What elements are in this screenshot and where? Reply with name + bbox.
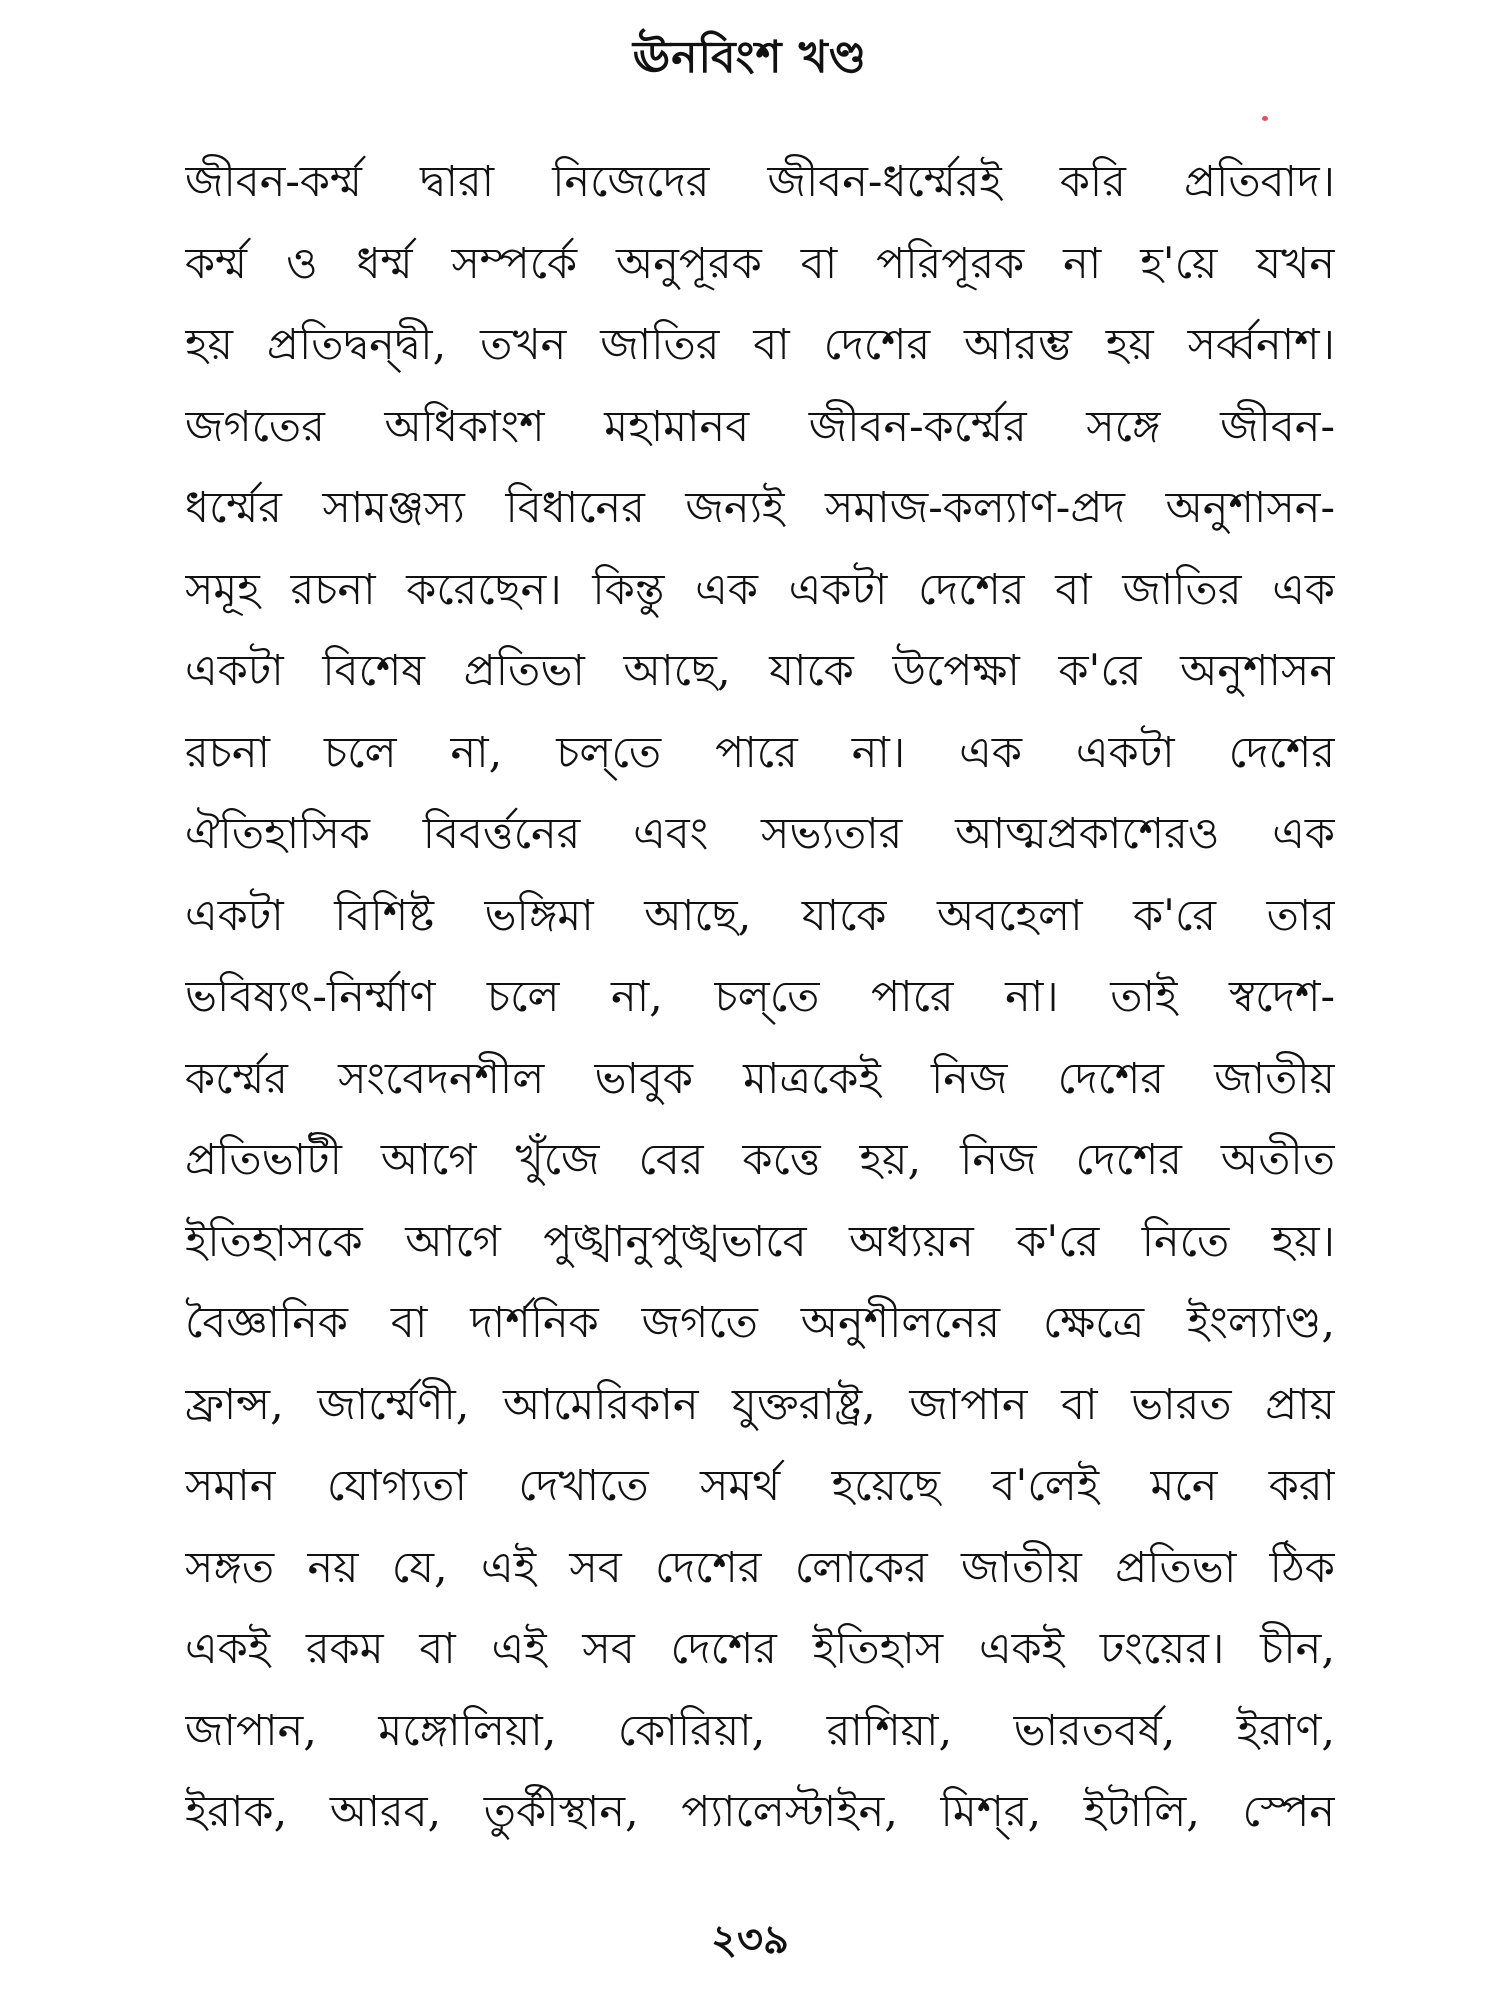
text-line: জাপান, মঙ্গোলিয়া, কোরিয়া, রাশিয়া, ভারতবর্ষ, ইরাণ,: [185, 1705, 1335, 1756]
text-line: হয় প্রতিদ্বন্দ্বী, তখন জাতির বা দেশের আরম্ভ হয় সর্ব্বনাশ।: [185, 320, 1335, 370]
text-line: সমূহ রচনা করেছেন। কিন্তু এক একটা দেশের বা জাতির এক: [185, 564, 1335, 615]
text-line: একটা বিশিষ্ট ভঙ্গিমা আছে, যাকে অবহেলা ক'রে তার: [185, 890, 1335, 941]
text-line: ফ্রান্স, জার্ম্মেণী, আমেরিকান যুক্তরাষ্ট্র, জাপান বা ভারত প্রায়: [185, 1379, 1335, 1430]
text-line: ঐতিহাসিক বিবর্ত্তনের এবং সভ্যতার আত্মপ্রকাশেরও এক: [185, 809, 1335, 859]
page-number: ২৩৯: [711, 1916, 789, 1963]
text-line: জগতের অধিকাংশ মহামানব জীবন-কর্ম্মের সঙ্গে জীবন-: [185, 401, 1335, 452]
text-line: সঙ্গত নয় যে, এই সব দেশের লোকের জাতীয় প্রতিভা ঠিক: [185, 1542, 1335, 1593]
text-line: সমান যোগ্যতা দেখাতে সমর্থ হয়েছে ব'লেই মনে করা: [185, 1461, 1335, 1511]
text-line: একই রকম বা এই সব দেশের ইতিহাস একই ঢংয়ের। চীন,: [185, 1624, 1335, 1674]
text-line: ভবিষ্যৎ-নির্ম্মাণ চলে না, চল্‌তে পারে না। তাই স্বদেশ-: [185, 972, 1335, 1022]
text-line: কর্ম্ম ও ধর্ম্ম সম্পর্কে অনুপূরক বা পরিপূরক না হ'য়ে যখন: [185, 238, 1335, 289]
body-text: [185, 142, 1335, 1854]
running-header: ঊনবিংশ খণ্ড: [632, 32, 868, 83]
text-line: ইরাক, আরব, তুর্কীস্থান, প্যালেস্টাইন, মিশ্‌র, ইটালি, স্পেন: [185, 1787, 1335, 1837]
text-line: জীবন-কর্ম্ম দ্বারা নিজেদের জীবন-ধর্ম্মেরই করি প্রতিবাদ।: [185, 157, 1335, 207]
text-line: রচনা চলে না, চল্‌তে পারে না। এক একটা দেশের: [185, 727, 1335, 778]
text-line: ধর্ম্মের সামঞ্জস্য বিধানের জন্যই সমাজ-কল্যাণ-প্রদ অনুশাসন-: [185, 483, 1335, 533]
text-line: একটা বিশেষ প্রতিভা আছে, যাকে উপেক্ষা ক'রে অনুশাসন: [185, 646, 1335, 696]
text-line: কর্ম্মের সংবেদনশীল ভাবুক মাত্রকেই নিজ দেশের জাতীয়: [185, 1053, 1335, 1104]
text-line: ইতিহাসকে আগে পুঙ্খানুপুঙ্খভাবে অধ্যয়ন ক'রে নিতে হয়।: [185, 1216, 1335, 1267]
ink-speck: [1262, 116, 1268, 121]
text-line: বৈজ্ঞানিক বা দার্শনিক জগতে অনুশীলনের ক্ষেত্রে ইংল্যাণ্ড,: [185, 1298, 1335, 1348]
text-line: প্রতিভাটী আগে খুঁজে বের কত্তে হয়, নিজ দেশের অতীত: [185, 1135, 1335, 1185]
